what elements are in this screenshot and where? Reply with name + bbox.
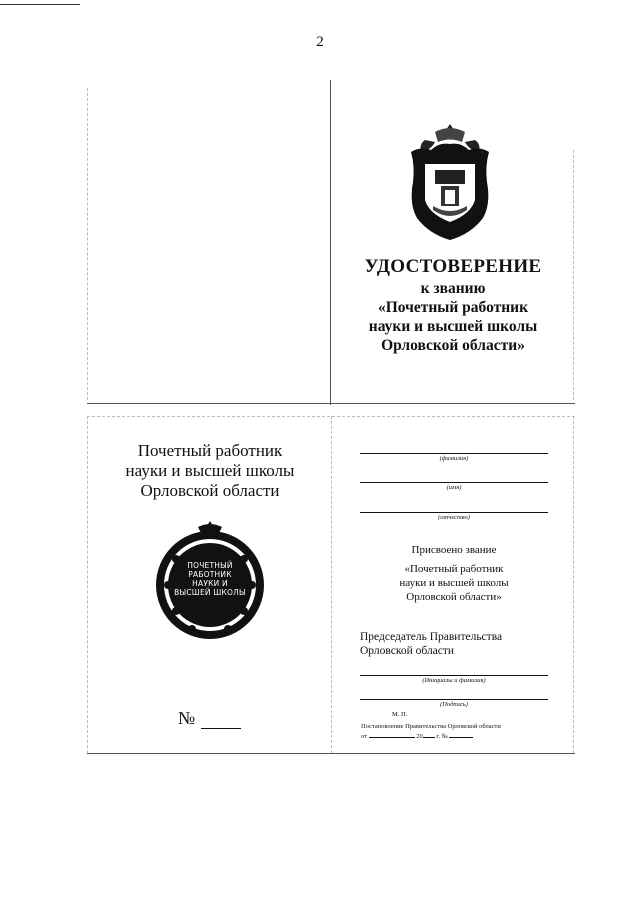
number-label: № xyxy=(178,708,196,728)
caption-name: (имя) xyxy=(446,484,462,491)
left-title-1: Почетный работник xyxy=(137,441,283,460)
chair-line-2: Орловской области xyxy=(360,645,455,657)
chair-line-1: Председатель Правительства xyxy=(360,631,503,643)
award-title-1: «Почетный работник xyxy=(404,563,504,575)
cover-title: УДОСТОВЕРЕНИЕ xyxy=(364,256,542,277)
page-number: 2 xyxy=(316,34,324,50)
awarded-text: Присвоено звание xyxy=(411,544,497,556)
coat-of-arms-icon xyxy=(395,120,505,245)
badge-text-2: РАБОТНИК xyxy=(188,570,232,579)
top-rule xyxy=(0,4,80,5)
caption-signature: (Подпись) xyxy=(440,701,468,708)
badge-text-4: ВЫСШЕЙ ШКОЛЫ xyxy=(174,588,246,597)
award-title-2: науки и высшей школы xyxy=(399,577,509,589)
initials-line xyxy=(360,675,548,676)
left-title-3: Орловской области xyxy=(140,481,280,500)
badge-text-1: ПОЧЕТНЫЙ xyxy=(187,561,233,570)
cover-left-border xyxy=(87,88,88,400)
decree-text: Постановление Правительства Орловской области xyxy=(361,723,501,730)
award-title-3: Орловской области» xyxy=(406,591,502,603)
decree-year: 20 xyxy=(416,733,423,740)
inner-right-border xyxy=(573,416,574,753)
inner-fold-line xyxy=(331,416,332,753)
caption-surname: (фамилия) xyxy=(439,455,469,462)
surname-line xyxy=(360,453,548,454)
decree-date-line xyxy=(361,733,561,740)
caption-initials: (Инициалы и фамилия) xyxy=(422,677,486,684)
cover-fold-line xyxy=(330,80,331,405)
name-line xyxy=(360,482,548,483)
caption-patronymic: (отчество) xyxy=(438,514,470,521)
cover-line-3: науки и высшей школы xyxy=(368,318,538,335)
signature-line xyxy=(360,699,548,700)
badge-text-3: НАУКИ И xyxy=(192,579,228,588)
inner-left-border xyxy=(87,416,88,753)
certificate-number xyxy=(178,708,241,729)
cover-line-4: Орловской области» xyxy=(381,337,525,354)
decree-g: г. № xyxy=(436,733,448,740)
number-blank xyxy=(201,714,241,729)
badge-icon xyxy=(152,515,268,645)
patronymic-line xyxy=(360,512,548,513)
left-title-2: науки и высшей школы xyxy=(125,461,295,480)
stamp-place: М. П. xyxy=(392,711,408,718)
cover-line-1: к званию xyxy=(420,280,486,297)
inner-bottom-border xyxy=(87,753,575,754)
cover-line-2: «Почетный работник xyxy=(377,299,529,316)
decree-from: от xyxy=(361,733,368,740)
card-divider xyxy=(87,403,575,404)
